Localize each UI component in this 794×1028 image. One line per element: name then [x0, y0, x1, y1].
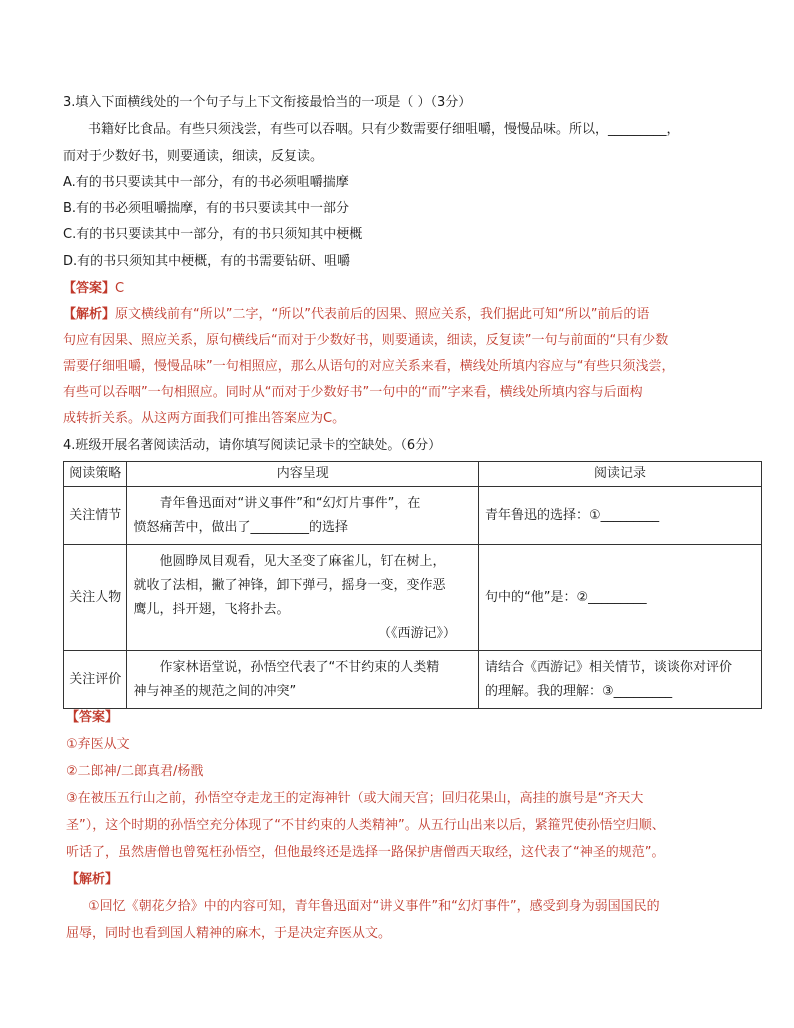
- q3-option-d: D.有的书只须知其中梗概，有的书需要钻研、咀嚼: [63, 254, 351, 269]
- row2-content-line-2: 就收了法相，撇了神锋，卸下弹弓，摇身一变，变作恶: [133, 577, 446, 593]
- table-row: [64, 487, 762, 545]
- q3-analysis-line-1: [63, 306, 649, 324]
- row2-strategy: 关注人物: [64, 545, 127, 651]
- row3-strategy: 关注评价: [64, 651, 127, 709]
- q3-stem: 3.填入下面横线处的一个句子与上下文衔接最恰当的一项是（ ）（3分）: [63, 95, 472, 110]
- row1-content-line-1: 青年鲁迅面对“讲义事件”和“幻灯片事件”，在: [159, 495, 421, 511]
- q3-passage-line-1: 书籍好比食品。有些只须浅尝，有些可以吞咽。只有少数需要仔细咀嚼，慢慢品味。所以，_________，: [88, 122, 680, 137]
- row2-source: （《西游记》）: [377, 625, 456, 641]
- header-strategy: 阅读策略: [64, 462, 127, 487]
- row3-content-line-1: 作家林语堂说，孙悟空代表了“不甘约束的人类精: [159, 659, 440, 675]
- row1-content: [127, 487, 479, 545]
- row3-record-line-1: 请结合《西游记》相关情节，谈谈你对评价: [484, 659, 732, 675]
- q3-answer-value: C: [115, 281, 125, 296]
- q3-analysis-line-5: 成转折关系。从这两方面我们可推出答案应为C。: [63, 411, 346, 426]
- q3-analysis-line-3: 需要仔细咀嚼，慢慢品味”一句相照应，那么从语句的对应关系来看，横线处所填内容应与“有些只须浅尝，: [63, 359, 675, 374]
- q4-analysis-tag: 【解析】: [66, 872, 119, 887]
- q4-analysis-line-1: ①回忆《朝花夕拾》中的内容可知，青年鲁迅面对“讲义事件”和“幻灯事件”，感受到身为弱国国民的: [88, 899, 660, 914]
- header-content: 内容呈现: [127, 462, 479, 487]
- row2-content-line-3: 鹰儿，抖开翅，飞将扑去。: [133, 601, 290, 617]
- q3-analysis-text-1: 原文横线前有“所以”二字，“所以”代表前后的因果、照应关系，我们据此可知“所以”前后的语: [115, 307, 650, 322]
- q3-option-c: C.有的书只要读其中一部分，有的书只须知其中梗概: [63, 227, 363, 242]
- row2-content-line-1: 他圆睁凤目观看，见大圣变了麻雀儿，钉在树上，: [159, 553, 446, 569]
- row2-record: 句中的“他”是：②_________: [478, 545, 761, 651]
- row3-record: [478, 651, 761, 709]
- row3-record-line-2: 的理解。我的理解：③_________: [484, 683, 673, 699]
- reading-record-table: [63, 461, 762, 709]
- row1-strategy: 关注情节: [64, 487, 127, 545]
- q3-analysis-line-2: 句应有因果、照应关系，原句横线后“而对于少数好书，则要通读，细读，反复读”一句与前面的“只有少数: [63, 333, 669, 348]
- table-header-row: [64, 462, 762, 487]
- q4-answer-tag: 【答案】: [66, 710, 119, 725]
- q3-option-b: B.有的书必须咀嚼揣摩，有的书只要读其中一部分: [63, 201, 350, 216]
- q4-answer-3-line-2: 圣”），这个时期的孙悟空充分体现了“不甘约束的人类精神”。从五行山出来以后，紧箍咒使孙悟空归顺、: [66, 818, 665, 833]
- q4-stem: 4.班级开展名著阅读活动，请你填写阅读记录卡的空缺处。（6分）: [63, 438, 442, 453]
- q4-analysis-line-2: 屈辱，同时也看到国人精神的麻木，于是决定弃医从文。: [66, 926, 392, 941]
- table-row: [64, 651, 762, 709]
- header-record: 阅读记录: [478, 462, 761, 487]
- table-row: [64, 545, 762, 651]
- q3-answer: [63, 280, 124, 298]
- row1-record: 青年鲁迅的选择：①_________: [478, 487, 761, 545]
- row2-content: [127, 545, 479, 651]
- q3-analysis-tag: 【解析】: [63, 307, 116, 322]
- row1-content-line-2: 愤怒痛苦中，做出了_________的选择: [133, 519, 348, 535]
- q4-answer-1: ①弃医从文: [66, 737, 130, 752]
- q4-answer-2: ②二郎神/二郎真君/杨戬: [66, 764, 204, 779]
- row3-content: [127, 651, 479, 709]
- row3-content-line-2: 神与神圣的规范之间的冲突”: [133, 683, 297, 699]
- q4-answer-3-line-1: ③在被压五行山之前，孙悟空夺走龙王的定海神针（或大闹天宫；回归花果山，高挂的旗号是“齐天大: [66, 791, 644, 806]
- q3-answer-tag: 【答案】: [63, 281, 116, 296]
- q3-analysis-line-4: 有些可以吞咽”一句相照应。同时从“而对于少数好书”一句中的“而”字来看，横线处所填内容与后面构: [63, 385, 643, 400]
- q3-option-a: A.有的书只要读其中一部分，有的书必须咀嚼揣摩: [63, 175, 349, 190]
- q3-passage-line-2: 而对于少数好书，则要通读，细读，反复读。: [63, 149, 324, 164]
- q4-answer-3-line-3: 听话了，虽然唐僧也曾冤枉孙悟空，但他最终还是选择一路保护唐僧西天取经，这代表了“神圣的规范”。: [66, 845, 665, 860]
